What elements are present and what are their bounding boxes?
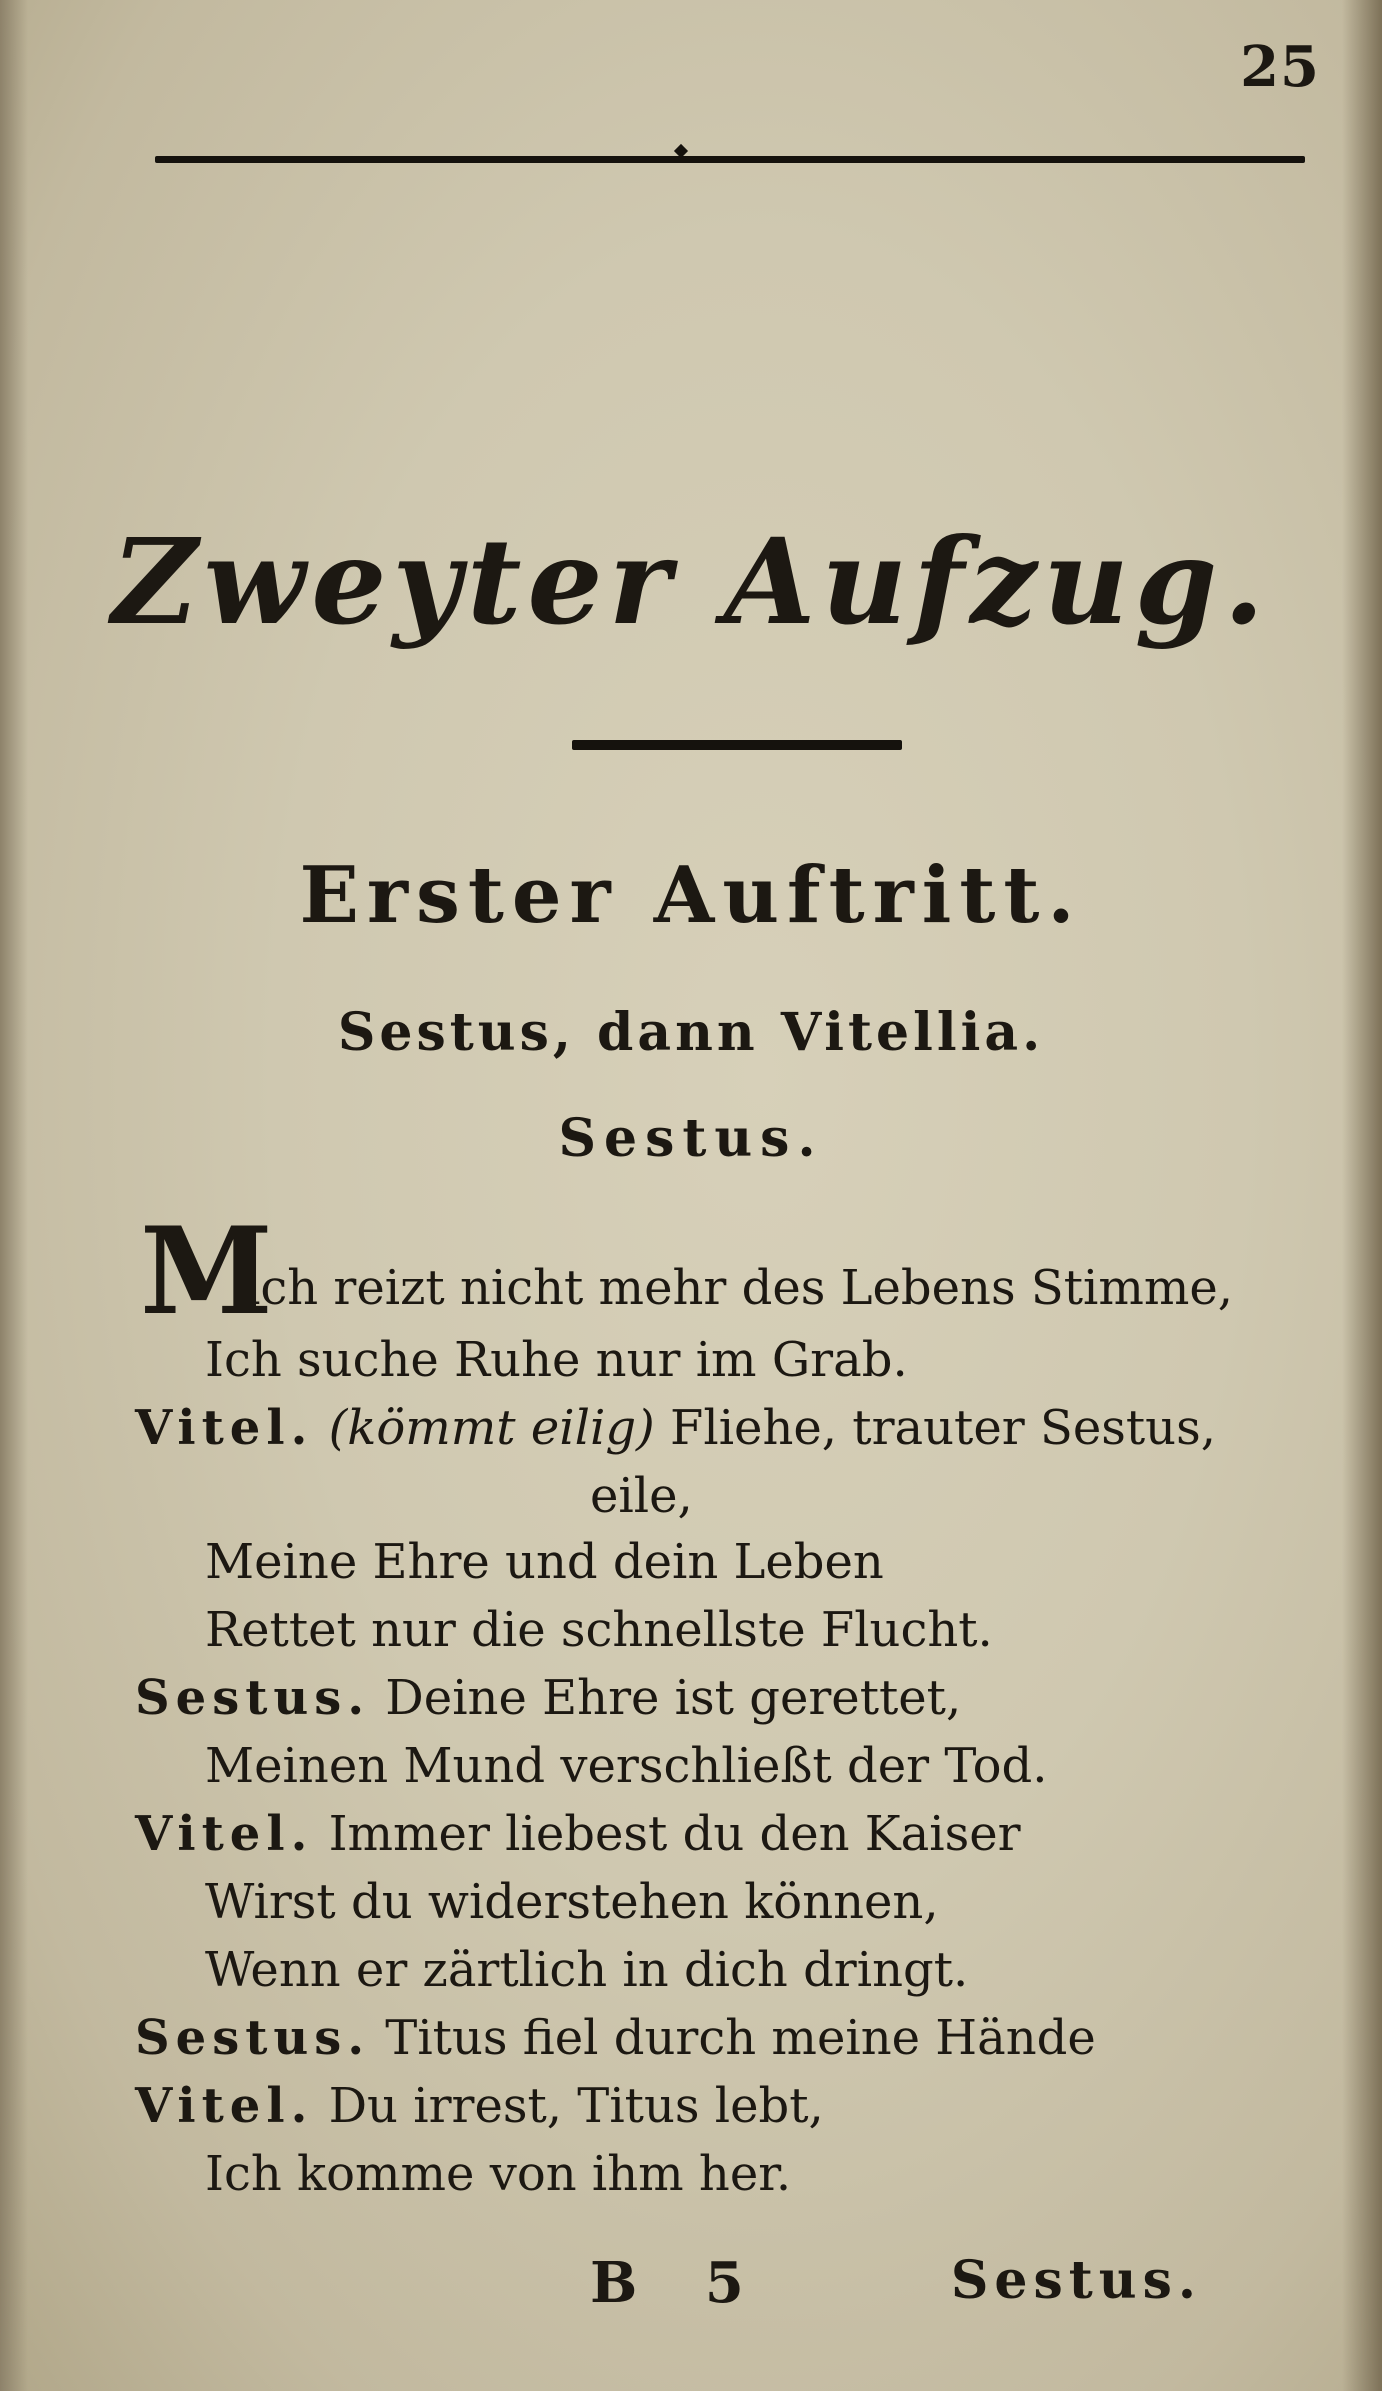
scene-title: Erster Auftritt.: [299, 850, 1083, 941]
verse-text: ich reizt nicht mehr des Lebens Stimme,: [245, 1260, 1234, 1316]
verse-line: [205, 1532, 884, 1592]
stage-direction: (kömmt eilig): [328, 1400, 655, 1456]
verse-line: [590, 1466, 693, 1526]
verse-text: Ich komme von ihm her.: [205, 2146, 792, 2202]
verse-line: [205, 1940, 968, 2000]
verse-line: [135, 2008, 1096, 2068]
verse-line: [135, 1668, 961, 1728]
verse-text: Meinen Mund verschließt der Tod.: [205, 1738, 1048, 1794]
page-number: 25: [1240, 34, 1320, 100]
speaker-name: Sestus.: [135, 2010, 371, 2066]
verse-line: [205, 1330, 908, 1390]
speaker-name: Vitel.: [135, 2078, 314, 2134]
verse-text: Fliehe, trauter Sestus,: [670, 1400, 1216, 1456]
header-rule: [155, 156, 1305, 163]
speaker-name: Vitel.: [135, 1400, 314, 1456]
verse-text: Wirst du widerstehen können,: [205, 1874, 939, 1930]
verse-text: Immer liebest du den Kaiser: [328, 1806, 1021, 1862]
verse-text: Wenn er zärtlich in dich dringt.: [205, 1942, 969, 1998]
verse-text: Deine Ehre ist gerettet,: [385, 1670, 962, 1726]
verse-line: [205, 1872, 939, 1932]
speaker-name: Vitel.: [135, 1806, 314, 1862]
verse-line: [205, 1600, 993, 1660]
title-rule: [572, 740, 902, 750]
verse-text: Ich suche Ruhe nur im Grab.: [205, 1332, 908, 1388]
verse-text: Meine Ehre und dein Leben: [205, 1534, 884, 1590]
verse-text: eile,: [590, 1468, 693, 1524]
verse-line: [135, 2076, 824, 2136]
signature-mark: B 5: [590, 2250, 768, 2316]
verse-line: [245, 1258, 1233, 1318]
drop-initial: M: [140, 1201, 273, 1342]
verse-line: [205, 1736, 1047, 1796]
verse-text: Du irrest, Titus lebt,: [328, 2078, 824, 2134]
catchword: Sestus.: [950, 2250, 1202, 2311]
verse-text: Titus fiel durch meine Hände: [385, 2010, 1096, 2066]
cast-list: Sestus, dann Vitellia.: [337, 1002, 1045, 1063]
verse-line: [205, 2144, 791, 2204]
act-title: Zweyter Aufzug.: [111, 512, 1271, 651]
verse-line: [135, 1398, 1216, 1458]
verse-text: Rettet nur die schnellste Flucht.: [205, 1602, 993, 1658]
first-speaker: Sestus.: [558, 1108, 824, 1169]
verse-line: [135, 1804, 1021, 1864]
speaker-name: Sestus.: [135, 1670, 371, 1726]
